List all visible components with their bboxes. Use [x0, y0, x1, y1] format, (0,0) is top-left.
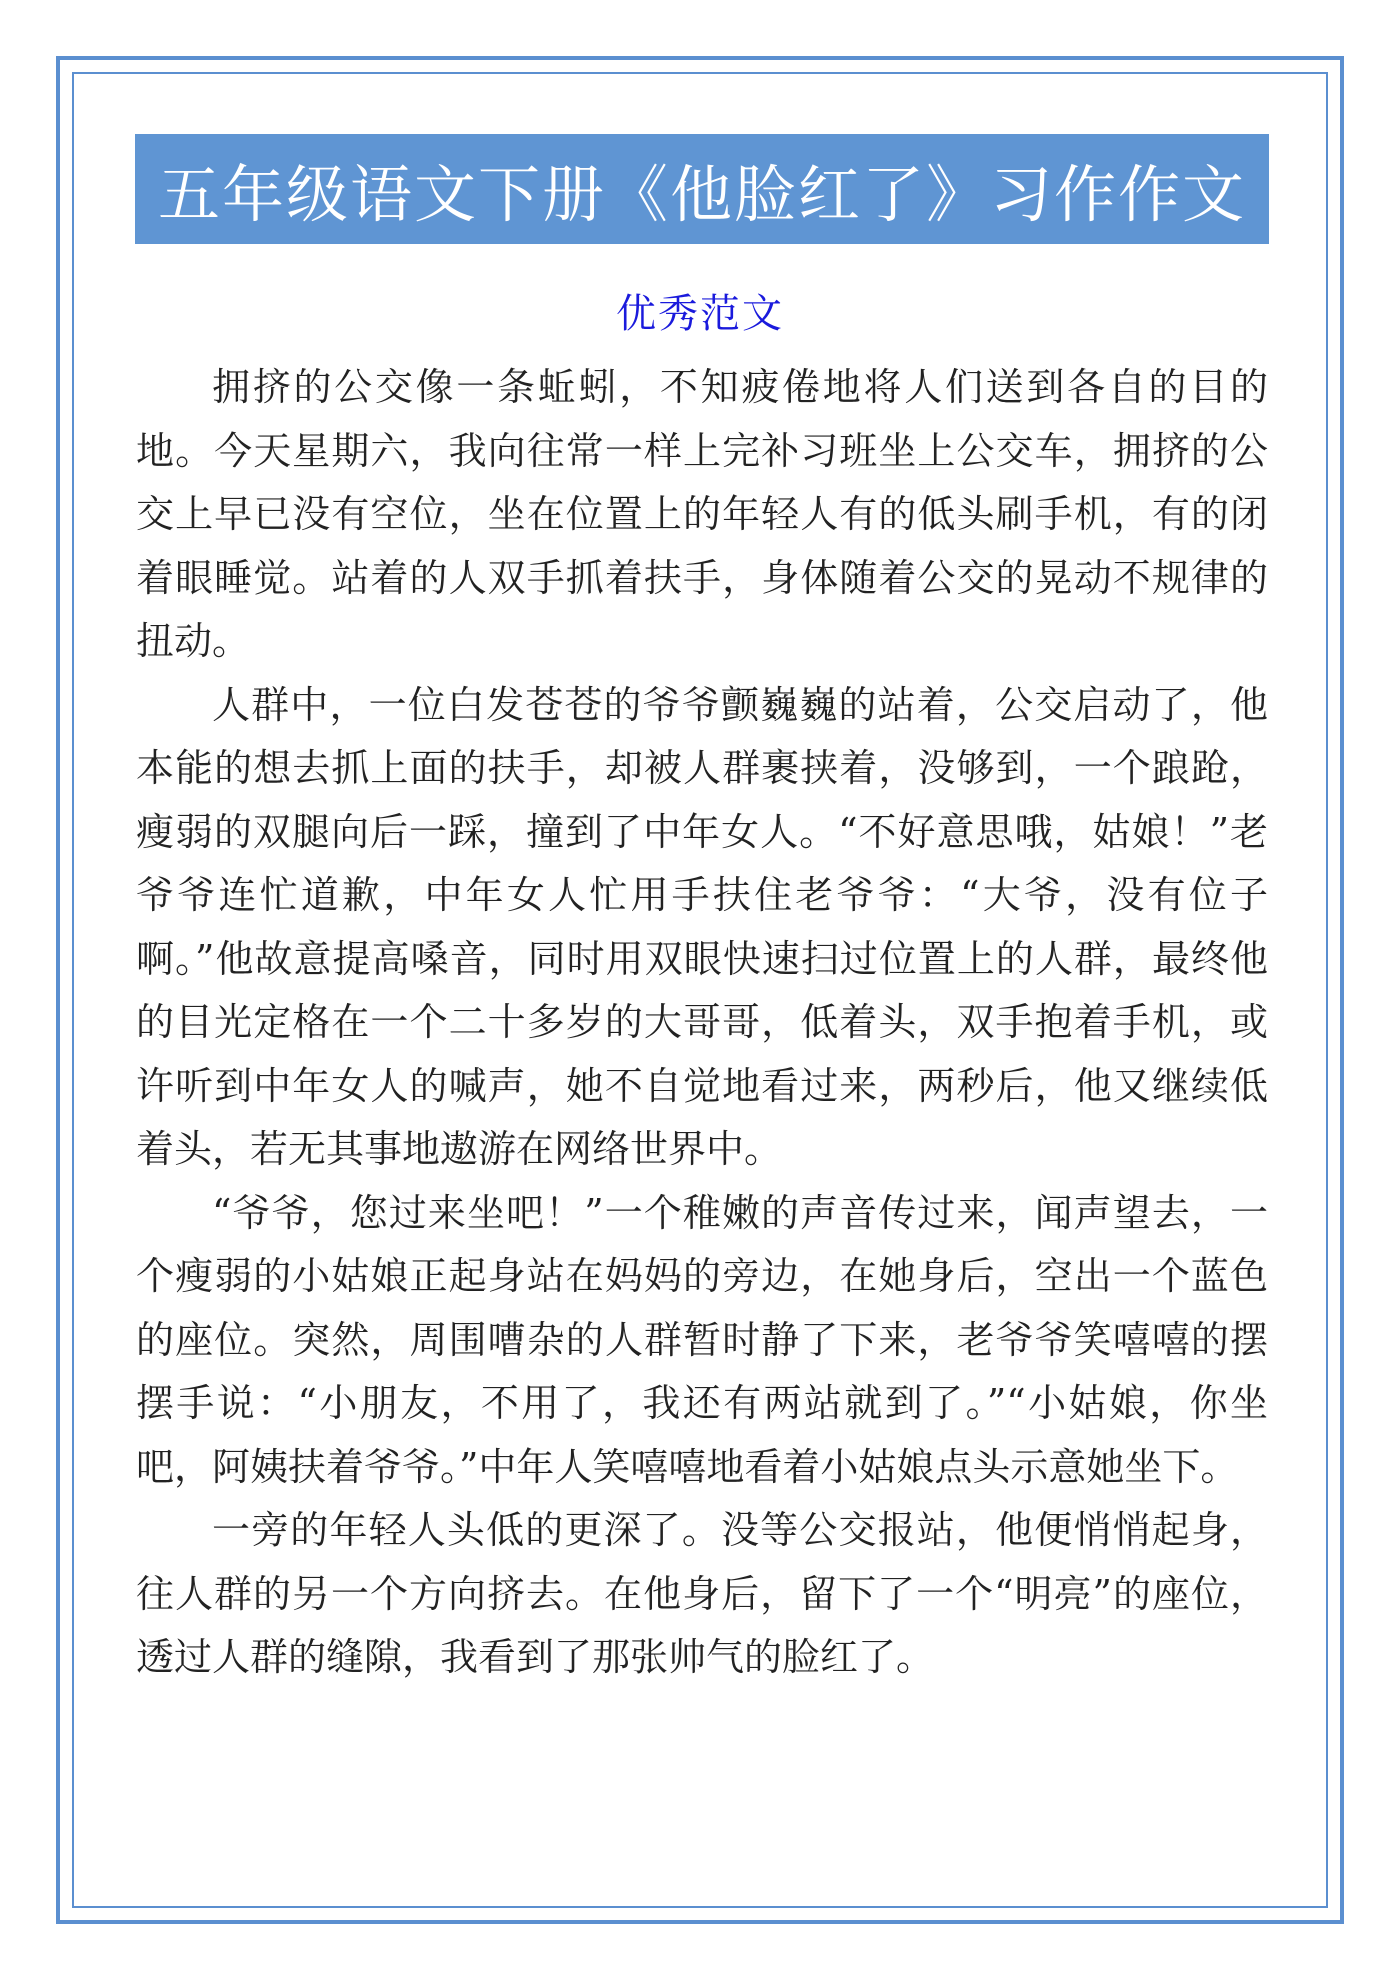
- section-subtitle: 优秀范文: [616, 291, 784, 337]
- paragraph-1: 拥挤的公交像一条蚯蚓，不知疲倦地将人们送到各自的目的地。今天星期六，我向往常一样上完补习班坐上公交车，拥挤的公交上早已没有空位，坐在位置上的年轻人有的低头刷手机，有的闭着眼睡觉。站着的人双手抓着扶手，身体随着公交的晃动不规律的扭动。: [136, 365, 1268, 663]
- essay-body: [136, 356, 1268, 1690]
- paragraph-3: “爷爷，您过来坐吧！”一个稚嫩的声音传过来，闻声望去，一个瘦弱的小姑娘正起身站在妈妈的旁边，在她身后，空出一个蓝色的座位。突然，周围嘈杂的人群暂时静了下来，老爷爷笑嘻嘻的摆摆手说：“小朋友，不用了，我还有两站就到了。”“小姑娘，你坐吧，阿姨扶着爷爷。”中年人笑嘻嘻地看着小姑娘点头示意她坐下。: [136, 1190, 1268, 1489]
- paragraph-2: 人群中，一位白发苍苍的爷爷颤巍巍的站着，公交启动了，他本能的想去抓上面的扶手，却被人群裹挟着，没够到，一个踉跄，瘦弱的双腿向后一踩，撞到了中年女人。“不好意思哦，姑娘！”老爷爷连忙道歉，中年女人忙用手扶住老爷爷：“大爷，没有位子啊。”他故意提高嗓音，同时用双眼快速扫过位置上的人群，最终他的目光定格在一个二十多岁的大哥哥，低着头，双手抱着手机，或许听到中年女人的喊声，她不自觉地看过来，两秒后，他又继续低着头，若无其事地遨游在网络世界中。: [136, 682, 1268, 1171]
- title-banner: [135, 134, 1269, 244]
- page-title: 五年级语文下册《他脸红了》习作作文: [157, 157, 1246, 231]
- paragraph-4: 一旁的年轻人头低的更深了。没等公交报站，他便悄悄起身，往人群的另一个方向挤去。在他身后，留下了一个“明亮”的座位，透过人群的缝隙，我看到了那张帅气的脸红了。: [136, 1508, 1268, 1679]
